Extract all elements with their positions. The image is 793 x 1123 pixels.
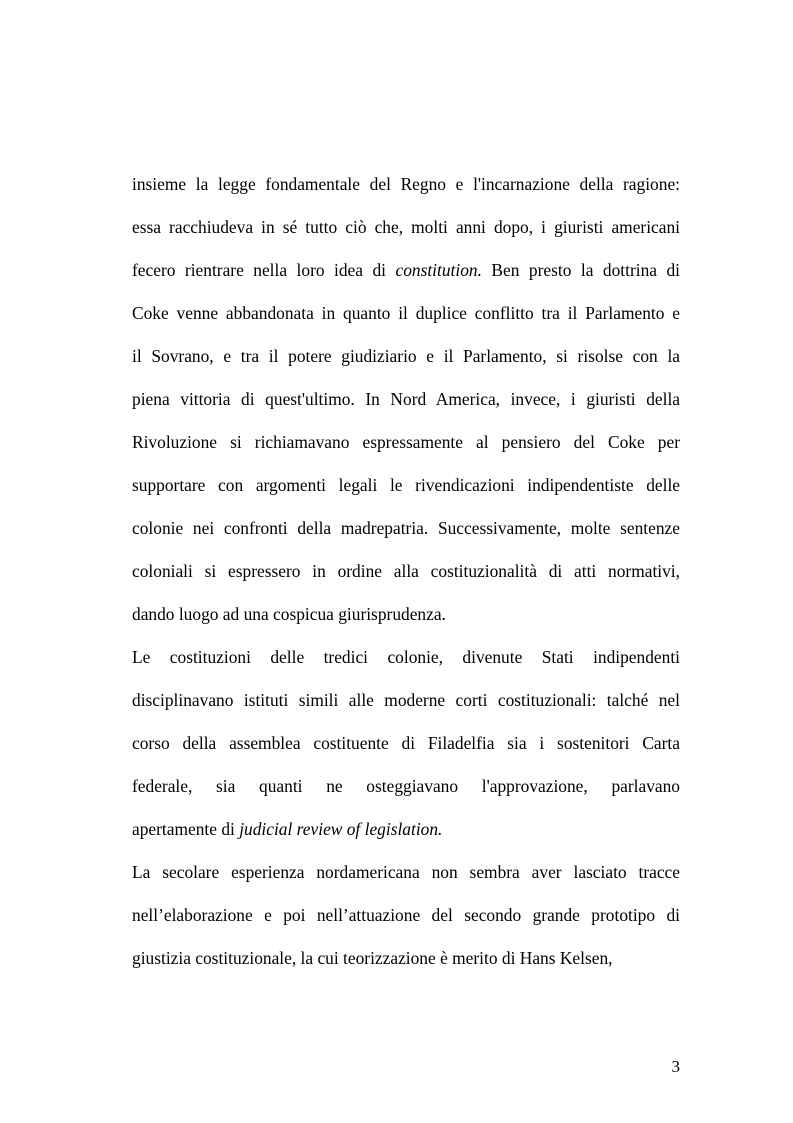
text-run: Ben presto la dottrina di (481, 260, 680, 280)
text-run: Coke venne abbandonata in quanto il duplice conflitto tra il Parlamento e (132, 303, 680, 323)
text-run: fecero rientrare nella loro idea di (132, 260, 396, 280)
text-run: dando luogo ad una cospicua giurisprudenza. (132, 604, 446, 624)
text-run: il Sovrano, e tra il potere giudiziario e il Parlamento, si risolse con la (132, 346, 680, 366)
text-run: corso della assemblea costituente di Filadelfia sia i sostenitori Carta (132, 733, 680, 753)
text-line (132, 258, 680, 282)
text-line (132, 387, 680, 411)
text-line (132, 215, 680, 239)
text-run: colonie nei confronti della madrepatria. Successivamente, molte sentenze (132, 518, 680, 538)
text-run: disciplinavano istituti simili alle moderne corti costituzionali: talché nel (132, 690, 680, 710)
text-line (132, 903, 680, 927)
text-run: La secolare esperienza nordamericana non sembra aver lasciato tracce (132, 862, 680, 882)
text-run: supportare con argomenti legali le rivendicazioni indipendentiste delle (132, 475, 680, 495)
text-line (132, 559, 680, 583)
text-run: nell’elaborazione e poi nell’attuazione del secondo grande prototipo di (132, 905, 680, 925)
text-line (132, 602, 680, 626)
text-line (132, 645, 680, 669)
text-line (132, 946, 680, 970)
text-line (132, 430, 680, 454)
text-run: federale, sia quanti ne osteggiavano l'approvazione, parlavano (132, 776, 680, 796)
text-run: apertamente di (132, 819, 240, 839)
text-run: giustizia costituzionale, la cui teorizzazione è merito di Hans Kelsen, (132, 948, 613, 968)
text-line (132, 172, 680, 196)
text-run: Rivoluzione si richiamavano espressamente al pensiero del Coke per (132, 432, 680, 452)
text-line (132, 817, 680, 841)
page-number: 3 (671, 1057, 680, 1076)
text-run: essa racchiudeva in sé tutto ciò che, molti anni dopo, i giuristi americani (132, 217, 680, 237)
text-line (132, 860, 680, 884)
text-run: Le costituzioni delle tredici colonie, divenute Stati indipendenti (132, 647, 680, 667)
italic-text: judicial review of legislation. (239, 819, 443, 839)
text-line (132, 688, 680, 712)
text-run: insieme la legge fondamentale del Regno e l'incarnazione della ragione: (132, 174, 680, 194)
text-line (132, 301, 680, 325)
text-line (132, 516, 680, 540)
text-run: piena vittoria di quest'ultimo. In Nord America, invece, i giuristi della (132, 389, 680, 409)
text-run: coloniali si espressero in ordine alla costituzionalità di atti normativi, (132, 561, 680, 581)
text-line (132, 344, 680, 368)
text-line (132, 774, 680, 798)
text-line (132, 731, 680, 755)
text-line (132, 473, 680, 497)
italic-text: constitution. (395, 260, 482, 280)
